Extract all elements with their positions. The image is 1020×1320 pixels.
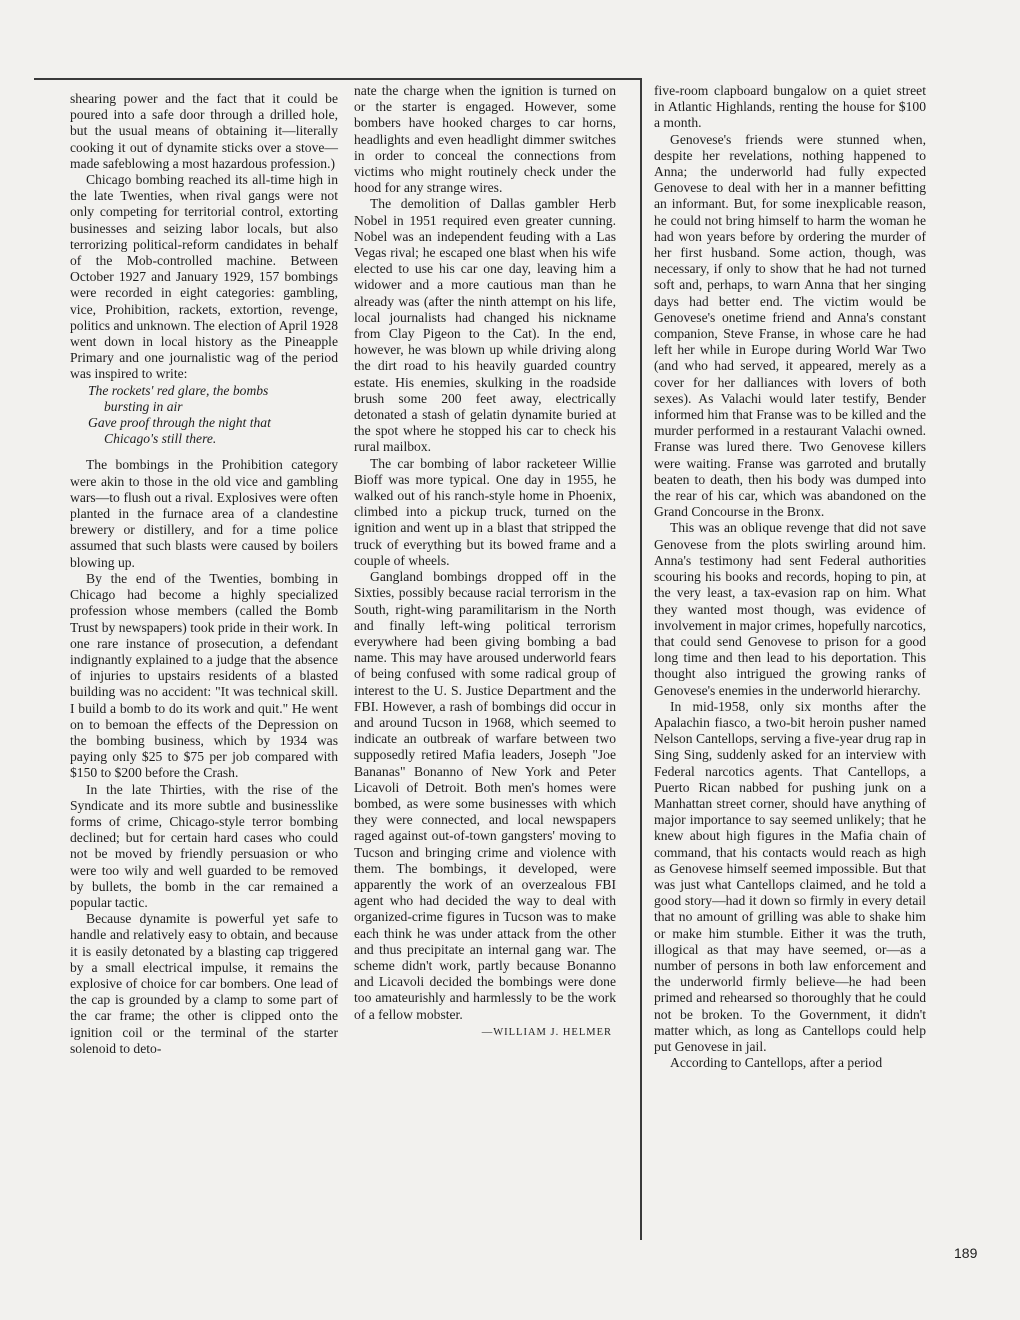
- text-column-3: [654, 83, 926, 1071]
- author-signature: —WILLIAM J. HELMER: [481, 1026, 612, 1038]
- verse-line: Gave proof through the night that: [88, 415, 271, 431]
- verse-quote: [70, 383, 338, 448]
- paragraph: This was an oblique revenge that did not save Genovese from the plots swirling around him. Anna's testimony had sent Federal authorities scouring his books and records, hoping to pin, at the very least, a tax-evasion rap on him. What they wanted most though, was evidence of involvement in major crimes, hopefully narcotics, that could send Genovese to prison for a good long time and then lead to his deportation. This thought also intrigued the growing ranks of Genovese's enemies in the underworld hierarchy.: [654, 520, 926, 698]
- text-column-2: [354, 83, 616, 1041]
- verse-line: Chicago's still there.: [104, 431, 217, 447]
- verse-line: The rockets' red glare, the bombs: [88, 382, 269, 398]
- paragraph: In mid-1958, only six months after the Apalachin fiasco, a two-bit heroin pusher named Nelson Cantellops, serving a five-year drug rap in Sing Sing, suddenly asked for an interview with Federal narcotics agents. That Cantellops, a Puerto Rican nabbed for pushing junk on a Manhattan street corner, should have anything of major importance to say seemed unlikely; that he knew about high figures in the Mafia chain of command, that his contacts would reach as high as Genovese himself seemed impossible. But that was just what Cantellops claimed, and he told a good story—had it down so firmly in every detail that no amount of grilling was able to shake him or make him stumble. Either it was the truth, illogical as that may have seemed, or—as a number of persons in both law enforcement and the underworld firmly believe—he had been primed and rehearsed so thoroughly that he could not be broken. To the Government, it didn't matter which, as long as Cantellops could help put Genovese in jail.: [654, 698, 926, 1054]
- paragraph: nate the charge when the ignition is turned on or the starter is engaged. However, some bombers have hooked charges to car horns, headlights and even headlight dimmer switches in order to conceal the connections from victims who might routinely check under the hood for any strange wires.: [354, 83, 616, 196]
- paragraph: The bombings in the Prohibition category were akin to those in the old vice and gambling wars—to flush out a rival. Explosives were often planted in the furnace area of a clandestine brewery or distillery, and for a time police assumed that such blasts were caused by boilers blowing up.: [70, 457, 338, 570]
- paragraph: five-room clapboard bungalow on a quiet street in Atlantic Highlands, renting the house for $100 a month.: [654, 83, 926, 131]
- paragraph: shearing power and the fact that it could be poured into a safe door through a drilled hole, but the usual means of obtaining it—literally cooking it out of dynamite sticks over a stove—made safeblowing a most hazardous profession.): [70, 91, 338, 171]
- paragraph: According to Cantellops, after a period: [670, 1055, 883, 1071]
- paragraph: The demolition of Dallas gambler Herb Nobel in 1951 required even greater cunning. Nobel was an independent feuding with a Las Vegas rival; he escaped one blast when his wife elected to use his car one day, leaving him a widower and a more cautious man than he already was (after the ninth attempt on his life, local journalists had changed his nickname from Clay Pigeon to the Cat). In the end, however, he was blown up while driving along the dirt road to his heavily guarded country estate. His enemies, skulking in the roadside brush some 200 feet away, electrically detonated a stash of gelatin dynamite buried at the spot where he stopped his car to check his rural mailbox.: [354, 196, 616, 455]
- paragraph: Genovese's friends were stunned when, despite her revelations, nothing happened to Anna; the underworld had fully expected Genovese to deal with her in a manner befitting an informant. But, for some inexplicable reason, he could not bring himself to harm the woman he had won years before by ordering the murder of her first husband. Some action, though, was necessary, if only to show that he had not turned soft and, perhaps, to warn Anna that her singing days had better end. The victim would be Genovese's onetime friend and Anna's constant companion, Steve Franse, in whose care he had left her while in Europe during World War Two (and who had served, it appeared, merely as a cover for her dalliances with lovers of both sexes). As Valachi would later testify, Bender informed him that Franse was to be killed and the murder performed in a restaurant Valachi owned. Franse was lured there. Two Genovese killers were waiting. Franse was garroted and brutally beaten to death, then his body was dumped into the rear of his car, which was abandoned on the Grand Concourse in the Bronx.: [654, 131, 926, 520]
- page-number: 189: [954, 1245, 978, 1261]
- paragraph: Because dynamite is powerful yet safe to handle and relatively easy to obtain, and because it is easily detonated by a blasting cap triggered by a small electrical impulse, it remains the explosive of choice for car bombers. One lead of the cap is grounded by a clamp to some part of the car frame; the other is clipped onto the ignition coil or the terminal of the starter solenoid to deto-: [70, 911, 338, 1056]
- verse-line: bursting in air: [104, 398, 183, 414]
- paragraph: In the late Thirties, with the rise of the Syndicate and its more subtle and businesslike forms of crime, Chicago-style terror bombing declined; but for certain hard cases who could not be moved by friendly persuasion or who were too wily and well guarded to be removed by bullets, the bomb in the car remained a popular tactic.: [70, 781, 338, 910]
- paragraph: Chicago bombing reached its all-time high in the late Twenties, when rival gangs were not only competing for territorial control, extorting businesses and seizing labor locals, but also terrorizing political-reform candidates in behalf of the Mob-controlled machine. Between October 1927 and January 1929, 157 bombings were recorded in eight categories: gambling, vice, Prohibition, rackets, extortion, revenge, politics and unknown. The election of April 1928 went down in local history as the Pineapple Primary and one journalistic wag of the period was inspired to write:: [70, 172, 338, 382]
- paragraph: By the end of the Twenties, bombing in Chicago had become a highly specialized profession whose members (called the Bomb Trust by newspapers) took pride in their work. In one rare instance of prosecution, a defendant indignantly explained to a judge that the absence of injuries to upstairs residents of a blasted building was no accident: "It was technical skill. I build a bomb to do its work and quit." He went on to bemoan the effects of the Depression on the bombing business, which by 1934 was paying only $25 to $75 per job compared with $150 to $200 before the Crash.: [70, 570, 338, 781]
- paragraph: The car bombing of labor racketeer Willie Bioff was more typical. One day in 1955, he walked out of his ranch-style home in Phoenix, climbed into a pickup truck, turned on the ignition and went up in a blast that stripped the truck of everything but its bowed frame and a couple of wheels.: [354, 455, 616, 568]
- text-column-1: [70, 91, 338, 1057]
- paragraph: Gangland bombings dropped off in the Sixties, possibly because racial terrorism in the South, right-wing paramilitarism in the North and finally left-wing political terrorism everywhere had been giving bombing a bad name. This may have aroused underworld fears of being confused with some radical group of interest to the U. S. Justice Department and the FBI. However, a rash of bombings did occur in and around Tucson in 1968, which seemed to indicate an outbreak of warfare between two supposedly retired Mafia leaders, Joseph "Joe Bananas" Bonanno of New York and Peter Licavoli of Detroit. Both men's homes were bombed, as were some businesses with which they were connected, and local newspapers raged against out-of-town gangsters' moving to Tucson and bringing crime and violence with them. The bombings, it developed, were apparently the work of an overzealous FBI agent who had decided the way to deal with organized-crime figures in Tucson was to make each think he was under attack from the other and thus precipitate an internal gang war. The scheme didn't work, partly because Bonanno and Licavoli decided the bombings were done too amateurishly and harmlessly to be the work of a fellow mobster.: [354, 569, 616, 1022]
